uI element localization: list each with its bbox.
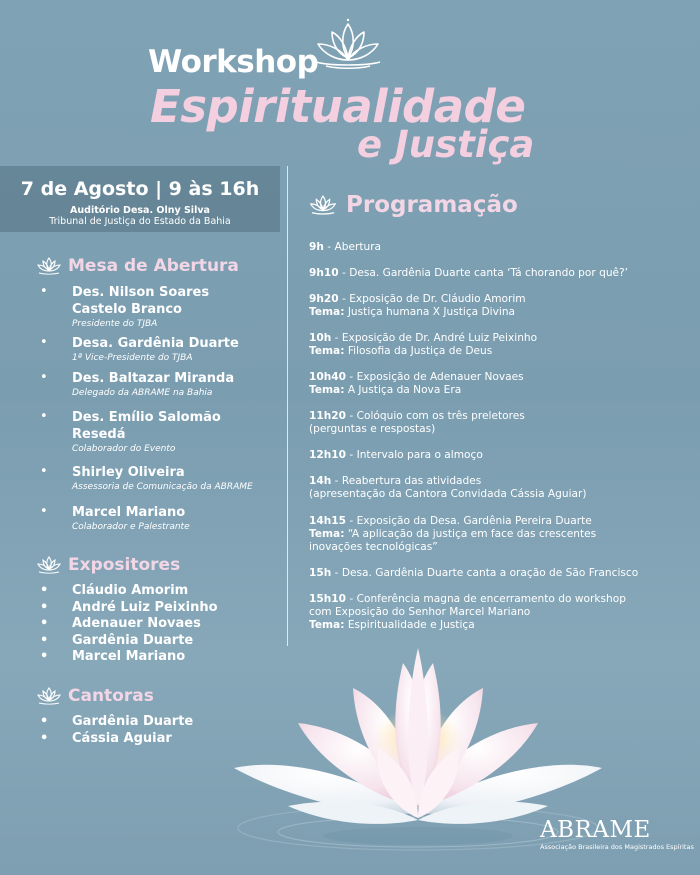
schedule-time: 12h10 — [309, 449, 347, 461]
schedule-tema: Espiritualidade e Justiça — [347, 619, 475, 631]
list-item: • Adenauer Novaes — [40, 616, 201, 631]
schedule-item — [309, 371, 679, 397]
person-name: Des. Emílio Salomão — [72, 410, 221, 425]
list-item — [72, 284, 272, 330]
expositor-name: Cláudio Amorim — [72, 583, 189, 598]
tema-label: Tema: — [309, 619, 345, 631]
list-item — [72, 335, 272, 364]
bullet: • — [40, 284, 48, 299]
lotus-icon — [308, 195, 338, 215]
person-name: Desa. Gardênia Duarte — [72, 336, 239, 351]
schedule-text-cont: (perguntas e respostas) — [309, 423, 436, 435]
schedule-item — [309, 241, 679, 254]
expositor-name: André Luiz Peixinho — [72, 599, 218, 615]
person-role: Assessoria de Comunicação da ABRAME — [72, 482, 253, 492]
page-subtitle: e Justiça — [357, 123, 535, 166]
person-name-cont: Castelo Branco — [72, 302, 182, 317]
cantoras-list — [40, 714, 193, 747]
list-item: • André Luiz Peixinho — [40, 599, 218, 615]
cantoras-heading-label: Cantoras — [68, 686, 154, 706]
schedule-time: 9h20 — [309, 293, 339, 305]
person-role: 1ª Vice-Presidente do TJBA — [72, 353, 193, 363]
list-item — [72, 464, 272, 493]
cantora-name: Cássia Aguiar — [72, 730, 172, 746]
bullet: • — [40, 335, 48, 350]
list-item: • Cláudio Amorim — [40, 583, 189, 598]
tema-label: Tema: — [309, 345, 345, 357]
schedule-time: 15h10 — [309, 593, 347, 605]
schedule-item — [309, 449, 679, 462]
person-role: Delegado da ABRAME na Bahia — [72, 388, 213, 398]
schedule-item — [309, 593, 679, 632]
bullet: • — [40, 464, 48, 479]
schedule-time: 15h — [309, 567, 332, 579]
list-item: • Gardênia Duarte — [40, 632, 194, 648]
schedule-item — [309, 475, 679, 501]
person-name: Des. Baltazar Miranda — [72, 371, 235, 386]
schedule-item — [309, 332, 679, 358]
schedule-time: 9h — [309, 241, 324, 253]
lotus-icon — [36, 687, 62, 705]
expositores-heading-label: Expositores — [68, 555, 181, 575]
schedule-text: - Reabertura das atividades — [331, 475, 482, 487]
expositor-name: Adenauer Novaes — [72, 616, 201, 631]
lotus-logo-icon — [308, 18, 388, 82]
list-item — [72, 409, 272, 455]
schedule-text: - Exposição de Adenauer Novaes — [346, 371, 524, 383]
event-institution: Tribunal de Justiça do Estado da Bahia — [49, 216, 231, 227]
expositor-name: Gardênia Duarte — [72, 632, 194, 648]
schedule-text: - Colóquio com os três preletores — [346, 410, 525, 422]
event-date: 7 de Agosto | 9 às 16h — [20, 178, 260, 200]
schedule-time: 11h20 — [309, 410, 347, 422]
programacao-heading — [308, 192, 518, 218]
cantora-name: Gardênia Duarte — [72, 714, 194, 729]
list-item — [72, 370, 272, 399]
schedule-text: - Intervalo para o almoço — [346, 449, 483, 461]
schedule-tema: Justiça humana X Justiça Divina — [347, 306, 516, 318]
abrame-logo: ABRAME — [540, 817, 651, 843]
schedule-text: - Exposição de Dr. André Luiz Peixinho — [331, 332, 538, 344]
tema-label: Tema: — [309, 306, 345, 318]
person-role: Colaborador do Evento — [72, 444, 176, 454]
tema-label: Tema: — [309, 528, 345, 540]
lotus-icon — [36, 257, 62, 275]
schedule-time: 14h — [309, 475, 332, 487]
schedule-text: - Exposição da Desa. Gardênia Pereira Duarte — [346, 515, 592, 527]
column-divider — [287, 166, 288, 646]
mesa-heading — [36, 256, 239, 276]
programacao-heading-label: Programação — [346, 192, 518, 218]
schedule-text: - Desa. Gardênia Duarte canta ‘Tá chorando por quê?’ — [338, 267, 629, 279]
schedule-text: - Conferência magna de encerramento do workshop — [346, 593, 626, 605]
person-name: Shirley Oliveira — [72, 465, 185, 480]
list-item: • Marcel Mariano — [40, 649, 186, 664]
bullet: • — [40, 409, 48, 424]
schedule-tema: A Justiça da Nova Era — [347, 384, 462, 396]
person-name: Des. Nilson Soares — [72, 285, 210, 300]
schedule-item — [309, 567, 679, 580]
schedule-time: 10h — [309, 332, 332, 344]
workshop-label: Workshop — [148, 44, 319, 80]
abrame-logo-subtitle: Associação Brasileira dos Magistrados Espíritas — [540, 843, 694, 851]
schedule-item — [309, 410, 679, 436]
cantoras-heading — [36, 686, 154, 706]
schedule-text-cont: com Exposição do Senhor Marcel Mariano — [309, 606, 531, 618]
expositores-heading — [36, 555, 180, 575]
schedule-text: - Abertura — [323, 241, 382, 253]
bullet: • — [40, 504, 48, 519]
schedule-time: 10h40 — [309, 371, 347, 383]
person-name-cont: Resedá — [72, 427, 126, 442]
person-role: Colaborador e Palestrante — [72, 522, 190, 532]
list-item: • Gardênia Duarte — [40, 714, 194, 729]
page-title: Espiritualidade — [150, 80, 526, 133]
mesa-heading-label: Mesa de Abertura — [68, 256, 239, 276]
schedule-item — [309, 293, 679, 319]
schedule-text: - Desa. Gardênia Duarte canta a oração de São Francisco — [331, 567, 639, 579]
schedule-time: 14h15 — [309, 515, 347, 527]
tema-label: Tema: — [309, 384, 345, 396]
schedule-tema: “A aplicação da justiça em face das crescentes inovações tecnológicas” — [309, 528, 597, 553]
event-venue: Auditório Desa. Olny Silva — [70, 205, 210, 216]
lotus-icon — [36, 556, 62, 574]
list-item — [72, 504, 272, 533]
bullet: • — [40, 370, 48, 385]
schedule-text-cont: (apresentação da Cantora Convidada Cássia Aguiar) — [309, 488, 587, 500]
schedule-tema: Filosofia da Justiça de Deus — [347, 345, 493, 357]
schedule-time: 9h10 — [309, 267, 339, 279]
person-name: Marcel Mariano — [72, 505, 186, 520]
expositor-name: Marcel Mariano — [72, 649, 186, 664]
person-role: Presidente do TJBA — [72, 319, 158, 329]
list-item: • Cássia Aguiar — [40, 730, 172, 746]
expositores-list — [40, 583, 218, 666]
schedule-text: - Exposição de Dr. Cláudio Amorim — [338, 293, 526, 305]
schedule-item — [309, 267, 679, 280]
schedule-item — [309, 515, 679, 554]
